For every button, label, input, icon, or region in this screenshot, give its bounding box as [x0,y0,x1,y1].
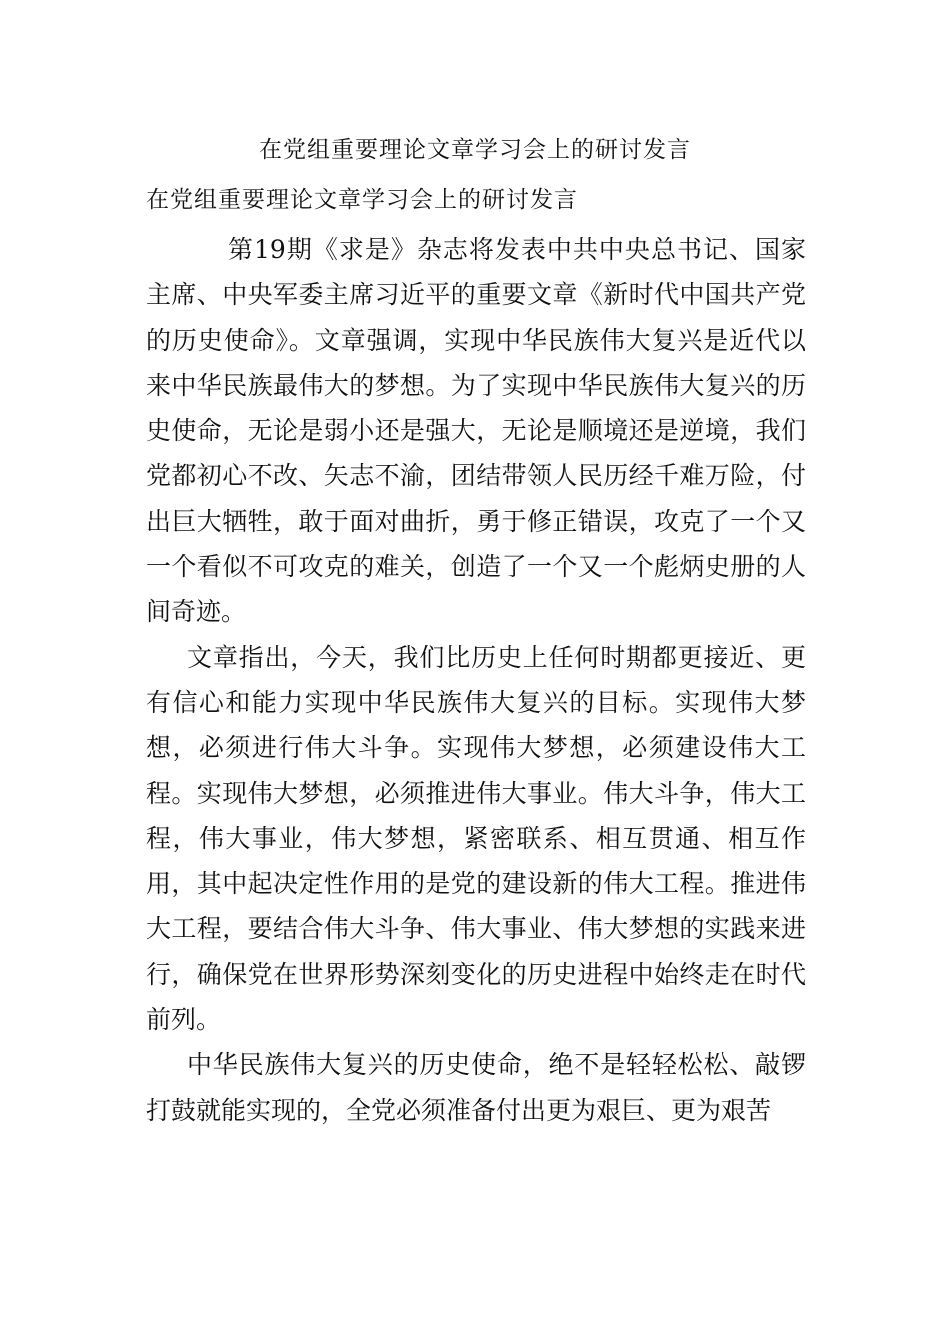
document-title: 在党组重要理论文章学习会上的研讨发言 [259,137,691,163]
paragraph-2: 文章指出，今天，我们比历史上任何时期都更接近、更有信心和能力实现中华民族伟大复兴的目标。实现伟大梦想，必须进行伟大斗争。实现伟大梦想，必须建设伟大工程。实现伟大梦想，必须推进伟大事业。伟大斗争，伟大工程，伟大事业，伟大梦想，紧密联系、相互贯通、相互作用，其中起决定性作用的是党的建设新的伟大工程。推进伟大工程，要结合伟大斗争、伟大事业、伟大梦想的实践来进行，确保党在世界形势深刻变化的历史进程中始终走在时代前列。 [146,642,806,1035]
paragraph-3: 中华民族伟大复兴的历史使命，绝不是轻轻松松、敲锣打鼓就能实现的，全党必须准备付出更为艰巨、更为艰苦 [146,1050,806,1125]
paragraph-1: 第19期《求是》杂志将发表中共中央总书记、国家主席、中央军委主席习近平的重要文章《新时代中国共产党的历史使命》。文章强调，实现中华民族伟大复兴是近代以来中华民族最伟大的梦想。为了实现中华民族伟大复兴的历史使命，无论是弱小还是强大，无论是顺境还是逆境，我们党都初心不改、矢志不渝，团结带领人民历经千难万险，付出巨大牺牲，敢于面对曲折，勇于修正错误，攻克了一个又一个看似不可攻克的难关，创造了一个又一个彪炳史册的人间奇迹。 [146,235,806,627]
document-subtitle: 在党组重要理论文章学习会上的研讨发言 [146,187,578,213]
document-body [146,227,806,1133]
